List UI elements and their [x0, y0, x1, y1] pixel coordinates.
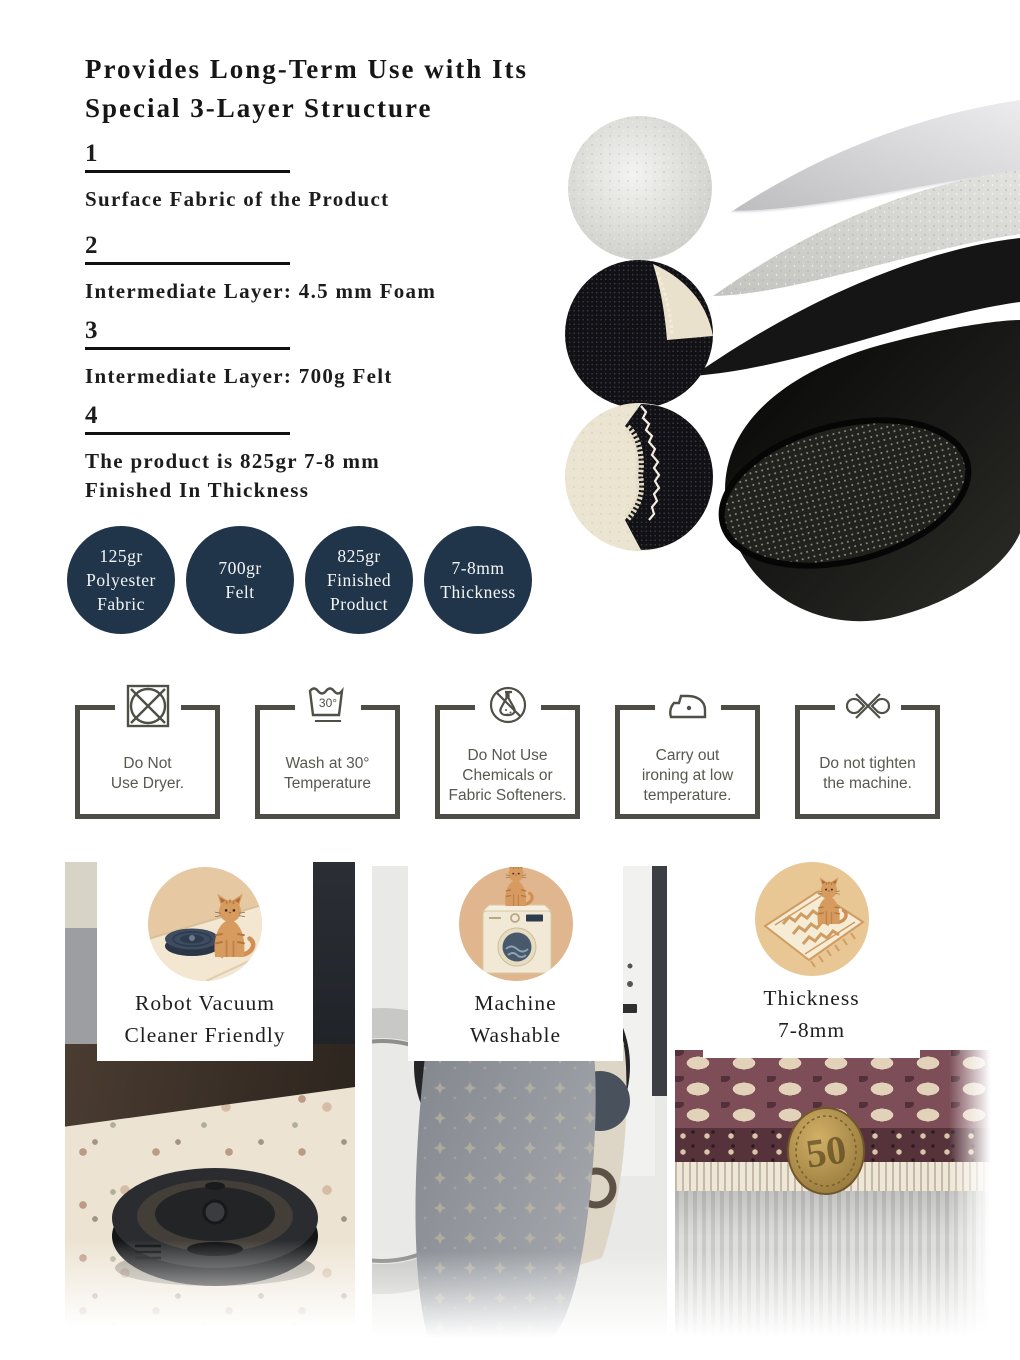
stitched-edge-closeup [565, 403, 715, 553]
care-box-no-chemicals: Do Not Use Chemicals or Fabric Softeners. [435, 705, 580, 819]
care-box-wash-30: 30° Wash at 30° Temperature [255, 705, 400, 819]
cat-on-rug-illustration [703, 862, 920, 976]
page-title [85, 50, 528, 128]
spec-badge-finished: 825gr Finished Product [305, 526, 413, 634]
feature-caption: Thickness 7-8mm [763, 986, 860, 1042]
layers-visual [545, 88, 1020, 648]
washing-machine-icon [483, 905, 551, 973]
product-layers-photo [545, 88, 1020, 648]
spec-badges-row [67, 526, 532, 634]
do-not-wring-icon [835, 680, 901, 732]
surface-fabric-closeup [568, 116, 712, 260]
coin [785, 1105, 867, 1197]
title-line-1: Provides Long-Term Use with Its [85, 54, 529, 84]
spec-badge-fabric: 125gr Polyester Fabric [67, 526, 175, 634]
feature-card-thickness [703, 850, 920, 1058]
layer-text: The product is 825gr 7-8 mm Finished In Thickness [85, 449, 381, 502]
title-line-2: Special 3-Layer Structure [85, 93, 433, 123]
rug-thickness-photo [675, 1050, 995, 1345]
do-not-tumble-dry-icon [115, 680, 181, 732]
feature-card-machine-washable [408, 855, 623, 1061]
svg-text:30°: 30° [318, 696, 337, 710]
feature-caption: Robot Vacuum Cleaner Friendly [124, 991, 286, 1047]
care-box-iron-low: Carry out ironing at low temperature. [615, 705, 760, 819]
layer-item-2 [85, 232, 555, 306]
care-box-no-dryer: Do Not Use Dryer. [75, 705, 220, 819]
layer-text: Surface Fabric of the Product [85, 187, 390, 211]
layer-item-4 [85, 402, 555, 505]
feature-card-robot-vacuum [97, 855, 313, 1061]
svg-text:50: 50 [803, 1126, 850, 1177]
no-chemicals-icon [475, 680, 541, 732]
layer-text: Intermediate Layer: 4.5 mm Foam [85, 279, 437, 303]
spec-badge-thickness: 7-8mm Thickness [424, 526, 532, 634]
layer-number: 1 [85, 140, 98, 167]
divider-line [85, 432, 290, 435]
layer-item-1 [85, 140, 555, 214]
cat-with-robot-vacuum-illustration [97, 867, 313, 981]
layer-number: 2 [85, 232, 98, 259]
divider-line [85, 347, 290, 350]
mesh-backing-closeup [565, 260, 715, 410]
feature-caption: Machine Washable [469, 991, 562, 1047]
divider-line [85, 262, 290, 265]
iron-low-temperature-icon [655, 680, 721, 732]
divider-line [85, 170, 290, 173]
spec-badge-felt: 700gr Felt [186, 526, 294, 634]
layer-text: Intermediate Layer: 700g Felt [85, 364, 393, 388]
layer-number: 3 [85, 317, 98, 344]
care-box-no-wring: Do not tighten the machine. [795, 705, 940, 819]
layer-number: 4 [85, 402, 98, 429]
layer-item-3 [85, 317, 555, 391]
cat-on-washing-machine-illustration [408, 867, 623, 981]
wash-30-icon [295, 680, 361, 732]
